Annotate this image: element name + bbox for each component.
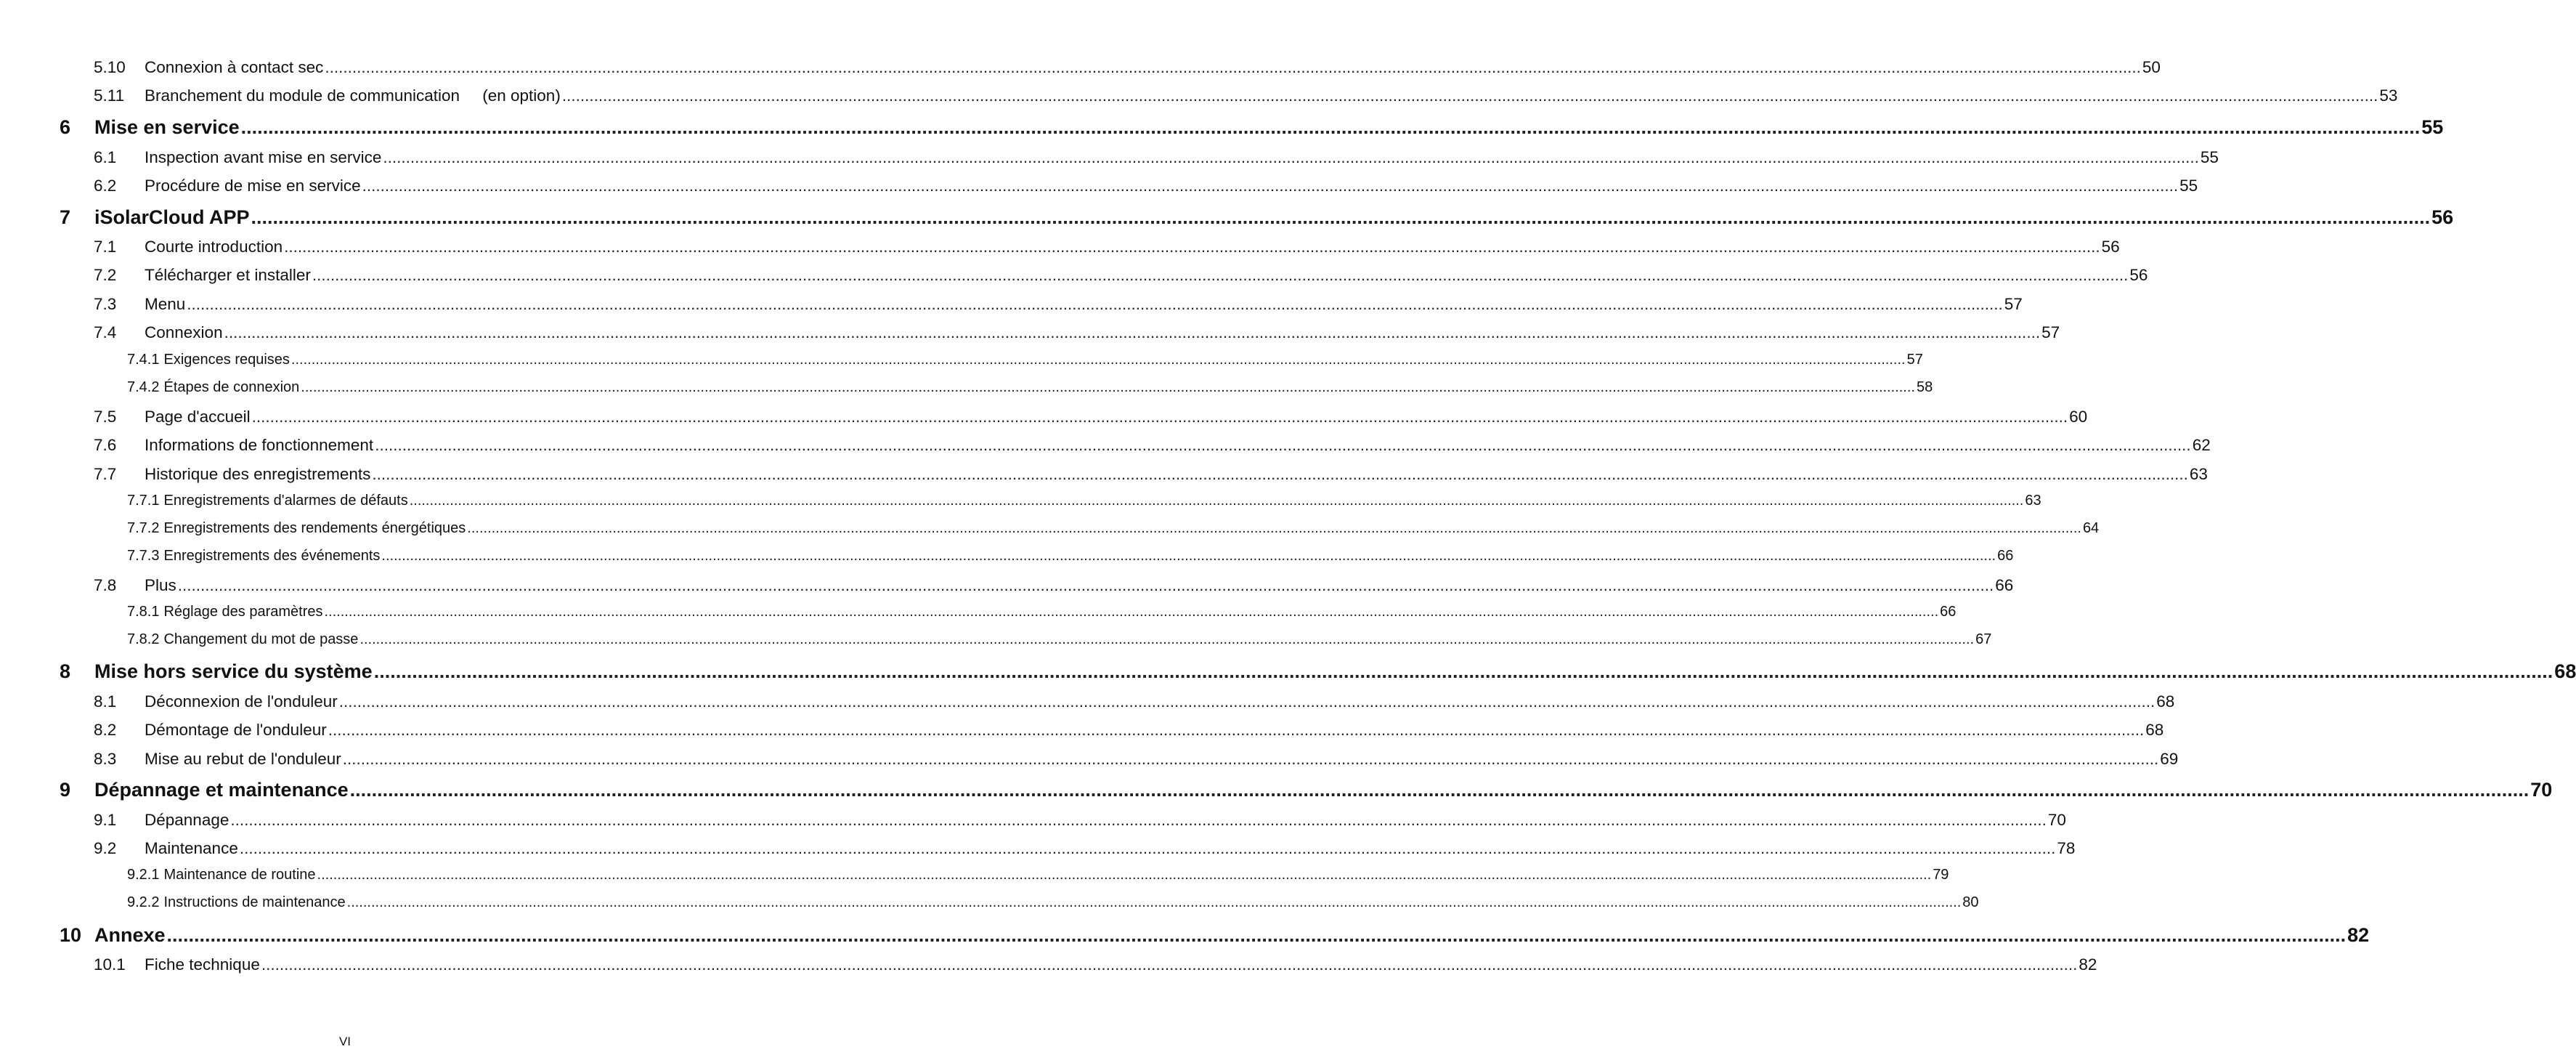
toc-entry-title: Déconnexion de l'onduleur (145, 692, 338, 711)
toc-entry-number: 7.3 (94, 295, 117, 313)
toc-entry-number: 7.4.2 (127, 379, 160, 395)
toc-entry-page: 57 (2004, 295, 2023, 313)
toc-entry[interactable] (94, 177, 2198, 195)
toc-entry-title: Fiche technique (145, 955, 260, 974)
toc-entry[interactable] (127, 867, 1949, 883)
toc-entry[interactable] (94, 692, 2175, 711)
toc-entry-number: 7.7 (94, 465, 117, 483)
toc-entry-page: 58 (1916, 379, 1933, 395)
toc-dot-leader: ................................................................................................................................................................................................................................................................................................................................................................................................................ (328, 721, 2145, 739)
toc-entry-title: Page d'accueil (145, 408, 251, 426)
toc-entry-page: 53 (2379, 86, 2398, 105)
toc-entry[interactable] (94, 266, 2148, 285)
toc-entry[interactable] (127, 493, 2041, 509)
toc-entry-number: 6.1 (94, 148, 117, 166)
toc-entry-page: 68 (2145, 721, 2164, 739)
toc-entry-number: 7 (60, 206, 71, 228)
toc-dot-leader: ................................................................................................................................................................................................................................................................................................................................................................................................................ (342, 750, 2159, 768)
toc-entry-page: 79 (1933, 867, 1949, 883)
toc-entry[interactable] (127, 894, 1979, 911)
toc-entry[interactable] (94, 436, 2211, 455)
toc-dot-leader: ................................................................................................................................................................................................................................................................................................................................................................................................................ (381, 548, 1996, 564)
toc-entry-title: Maintenance de routine (163, 867, 316, 883)
toc-entry-page: 67 (1975, 631, 1992, 647)
toc-entry-page: 70 (2047, 811, 2066, 829)
toc-entry-title: Maintenance (145, 839, 238, 857)
toc-entry-page: 55 (2200, 148, 2219, 166)
toc-entry-title: Procédure de mise en service (145, 177, 361, 195)
toc-entry[interactable] (94, 148, 2219, 167)
toc-dot-leader: ................................................................................................................................................................................................................................................................................................................................................................................................................ (230, 811, 2047, 829)
toc-dot-leader: ................................................................................................................................................................................................................................................................................................................................................................................................................ (239, 839, 2056, 857)
toc-entry-page: 57 (1906, 352, 1923, 368)
toc-entry-page: 55 (2179, 177, 2198, 195)
toc-dot-leader: ................................................................................................................................................................................................................................................................................................................................................................................................................ (359, 631, 1975, 647)
toc-entry-title: Connexion à contact sec (145, 58, 324, 76)
toc-entry-title: Historique des enregistrements (145, 465, 371, 483)
toc-entry[interactable] (127, 352, 1923, 368)
toc-entry-number: 7.4 (94, 323, 117, 341)
toc-dot-leader: ................................................................................................................................................................................................................................................................................................................................................................................................................ (177, 576, 1994, 594)
toc-dot-leader: ................................................................................................................................................................................................................................................................................................................................................................................................................ (561, 86, 2378, 105)
toc-entry-number: 7.2 (94, 266, 117, 284)
toc-entry-title: Mise au rebut de l'onduleur (145, 750, 341, 768)
toc-entry-title: Connexion (145, 323, 223, 341)
toc-entry[interactable] (127, 631, 1992, 648)
toc-dot-leader: ................................................................................................................................................................................................................................................................................................................................................................................................................ (187, 295, 2003, 313)
toc-dot-leader: ................................................................................................................................................................................................................................................................................................................................................................................................................ (409, 493, 2024, 509)
toc-entry-page: 68 (2156, 692, 2175, 711)
toc-entry-number: 7.8 (94, 576, 117, 594)
toc-dot-leader: ................................................................................................................................................................................................................................................................................................................................................................................................................ (251, 408, 2068, 426)
toc-entry-page: 82 (2079, 955, 2097, 974)
toc-entry-page: 63 (2189, 465, 2208, 483)
toc-entry-title: iSolarCloud APP (94, 206, 250, 228)
toc-entry-number: 7.8.2 (127, 631, 160, 647)
toc-dot-leader: ................................................................................................................................................................................................................................................................................................................................................................................................................ (373, 660, 2553, 682)
toc-entry-page: 56 (2431, 206, 2454, 228)
toc-entry-page: 66 (1997, 548, 2014, 564)
toc-entry-page: 69 (2160, 750, 2179, 768)
toc-entry-page: 80 (1962, 894, 1979, 910)
toc-entry-title: Inspection avant mise en service (145, 148, 382, 166)
toc-entry-number: 7.7.2 (127, 520, 160, 536)
toc-entry-number: 9.1 (94, 811, 117, 829)
toc-dot-leader: ................................................................................................................................................................................................................................................................................................................................................................................................................ (346, 894, 1962, 910)
toc-dot-leader: ................................................................................................................................................................................................................................................................................................................................................................................................................ (290, 352, 1906, 368)
toc-entry-page: 66 (1940, 604, 1957, 620)
toc-entry-number: 7.5 (94, 408, 117, 426)
toc-dot-leader: ................................................................................................................................................................................................................................................................................................................................................................................................................ (362, 177, 2179, 195)
toc-entry[interactable] (127, 604, 1957, 620)
toc-entry-title: Branchement du module de communication (en option) (145, 86, 561, 105)
toc-entry[interactable] (94, 576, 2014, 595)
toc-dot-leader: ................................................................................................................................................................................................................................................................................................................................................................................................................ (284, 238, 2100, 256)
toc-entry-number: 6.2 (94, 177, 117, 195)
toc-entry-title: Menu (145, 295, 186, 313)
toc-entry[interactable] (94, 58, 2161, 77)
toc-entry-number: 10 (60, 924, 82, 946)
toc-entry-title: Exigences requises (163, 352, 290, 368)
toc-entry-page: 56 (2129, 266, 2148, 284)
toc-entry[interactable] (94, 238, 2120, 256)
toc-entry-title: Enregistrements des événements (163, 548, 381, 564)
toc-dot-leader: ................................................................................................................................................................................................................................................................................................................................................................................................................ (261, 955, 2078, 974)
toc-entry-title: Dépannage (145, 811, 229, 829)
toc-entry-page: 62 (2192, 436, 2211, 454)
toc-entry[interactable] (94, 408, 2088, 426)
toc-dot-leader: ................................................................................................................................................................................................................................................................................................................................................................................................................ (338, 692, 2156, 711)
toc-entry[interactable] (60, 116, 2444, 139)
toc-entry[interactable] (60, 924, 2370, 947)
toc-entry[interactable] (127, 548, 2014, 565)
toc-entry-title: Étapes de connexion (163, 379, 300, 395)
toc-entry-number: 8 (60, 660, 71, 682)
toc-entry[interactable] (94, 955, 2097, 974)
toc-entry-title: Enregistrements des rendements énergétiques (163, 520, 466, 536)
toc-entry[interactable] (127, 520, 2100, 537)
toc-dot-leader: ................................................................................................................................................................................................................................................................................................................................................................................................................ (383, 148, 2199, 166)
toc-entry-page: 82 (2347, 924, 2370, 946)
toc-entry-title: Télécharger et installer (145, 266, 311, 284)
toc-entry-number: 9.2.1 (127, 867, 160, 883)
toc-entry[interactable] (94, 750, 2179, 769)
toc-entry-title: Démontage de l'onduleur (145, 721, 327, 739)
toc-entry-page: 57 (2041, 323, 2060, 341)
toc-entry[interactable] (94, 811, 2066, 830)
toc-entry-title: Courte introduction (145, 238, 283, 256)
toc-entry-number: 7.7.1 (127, 493, 160, 509)
toc-entry[interactable] (127, 379, 1933, 396)
toc-entry[interactable] (94, 86, 2398, 105)
toc-entry-title: Annexe (94, 924, 166, 946)
toc-dot-leader: ................................................................................................................................................................................................................................................................................................................................................................................................................ (349, 779, 2530, 801)
toc-entry[interactable] (94, 295, 2023, 314)
toc-entry-number: 7.4.1 (127, 352, 160, 368)
toc-entry[interactable] (60, 779, 2553, 801)
toc-entry-number: 8.1 (94, 692, 117, 711)
toc-entry-page: 78 (2057, 839, 2076, 857)
toc-dot-leader: ................................................................................................................................................................................................................................................................................................................................................................................................................ (317, 867, 1932, 883)
toc-dot-leader: ................................................................................................................................................................................................................................................................................................................................................................................................................ (372, 465, 2188, 483)
toc-entry[interactable] (60, 660, 2576, 683)
toc-entry-title: Instructions de maintenance (163, 894, 346, 910)
toc-entry-number: 7.8.1 (127, 604, 160, 620)
toc-entry-page: 68 (2554, 660, 2576, 682)
toc-entry-number: 6 (60, 116, 71, 138)
toc-dot-leader: ................................................................................................................................................................................................................................................................................................................................................................................................................ (324, 604, 1939, 620)
toc-entry-page: 66 (1995, 576, 2014, 594)
toc-dot-leader: ................................................................................................................................................................................................................................................................................................................................................................................................................ (301, 379, 1915, 395)
toc-entry[interactable] (94, 721, 2164, 740)
toc-dot-leader: ................................................................................................................................................................................................................................................................................................................................................................................................................ (166, 924, 2347, 946)
toc-dot-leader: ................................................................................................................................................................................................................................................................................................................................................................................................................ (240, 116, 2421, 138)
toc-entry-page: 64 (2082, 520, 2100, 536)
toc-dot-leader: ................................................................................................................................................................................................................................................................................................................................................................................................................ (467, 520, 2081, 536)
toc-entry-number: 9.2.2 (127, 894, 160, 910)
toc-entry-page: 70 (2530, 779, 2553, 801)
toc-entry-title: Réglage des paramètres (163, 604, 323, 620)
toc-entry-number: 10.1 (94, 955, 126, 974)
toc-entry-page: 60 (2069, 408, 2088, 426)
page-number: VI (338, 1035, 352, 1048)
toc-dot-leader: ................................................................................................................................................................................................................................................................................................................................................................................................................ (325, 58, 2141, 76)
toc-entry-number: 7.1 (94, 238, 117, 256)
toc-entry[interactable] (60, 206, 2454, 229)
toc-entry-page: 50 (2142, 58, 2161, 76)
toc-entry-page: 63 (2025, 493, 2041, 509)
toc-entry-number: 9.2 (94, 839, 117, 857)
toc-entry[interactable] (94, 323, 2060, 342)
toc-entry-number: 8.3 (94, 750, 117, 768)
toc-entry-title: Informations de fonctionnement (145, 436, 374, 454)
toc-entry-number: 5.10 (94, 58, 126, 76)
toc-dot-leader: ................................................................................................................................................................................................................................................................................................................................................................................................................ (375, 436, 2191, 454)
toc-entry-number: 8.2 (94, 721, 117, 739)
toc-dot-leader: ................................................................................................................................................................................................................................................................................................................................................................................................................ (251, 206, 2431, 228)
toc-entry-title: Enregistrements d'alarmes de défauts (163, 493, 408, 509)
toc-dot-leader: ................................................................................................................................................................................................................................................................................................................................................................................................................ (312, 266, 2129, 284)
toc-entry-number: 7.6 (94, 436, 117, 454)
toc-entry-title: Changement du mot de passe (163, 631, 359, 647)
toc-entry-number: 7.7.3 (127, 548, 160, 564)
toc-entry-title: Dépannage et maintenance (94, 779, 349, 801)
toc-entry-title: Plus (145, 576, 176, 594)
toc-entry[interactable] (94, 465, 2208, 484)
toc-entry-title: Mise en service (94, 116, 240, 138)
toc-entry-number: 9 (60, 779, 71, 801)
toc-dot-leader: ................................................................................................................................................................................................................................................................................................................................................................................................................ (224, 323, 2041, 341)
toc-entry-number: 5.11 (94, 86, 125, 105)
toc-entry-title: Mise hors service du système (94, 660, 373, 682)
toc-entry-page: 56 (2101, 238, 2120, 256)
toc-entry[interactable] (94, 839, 2076, 858)
toc-entry-page: 55 (2421, 116, 2444, 138)
